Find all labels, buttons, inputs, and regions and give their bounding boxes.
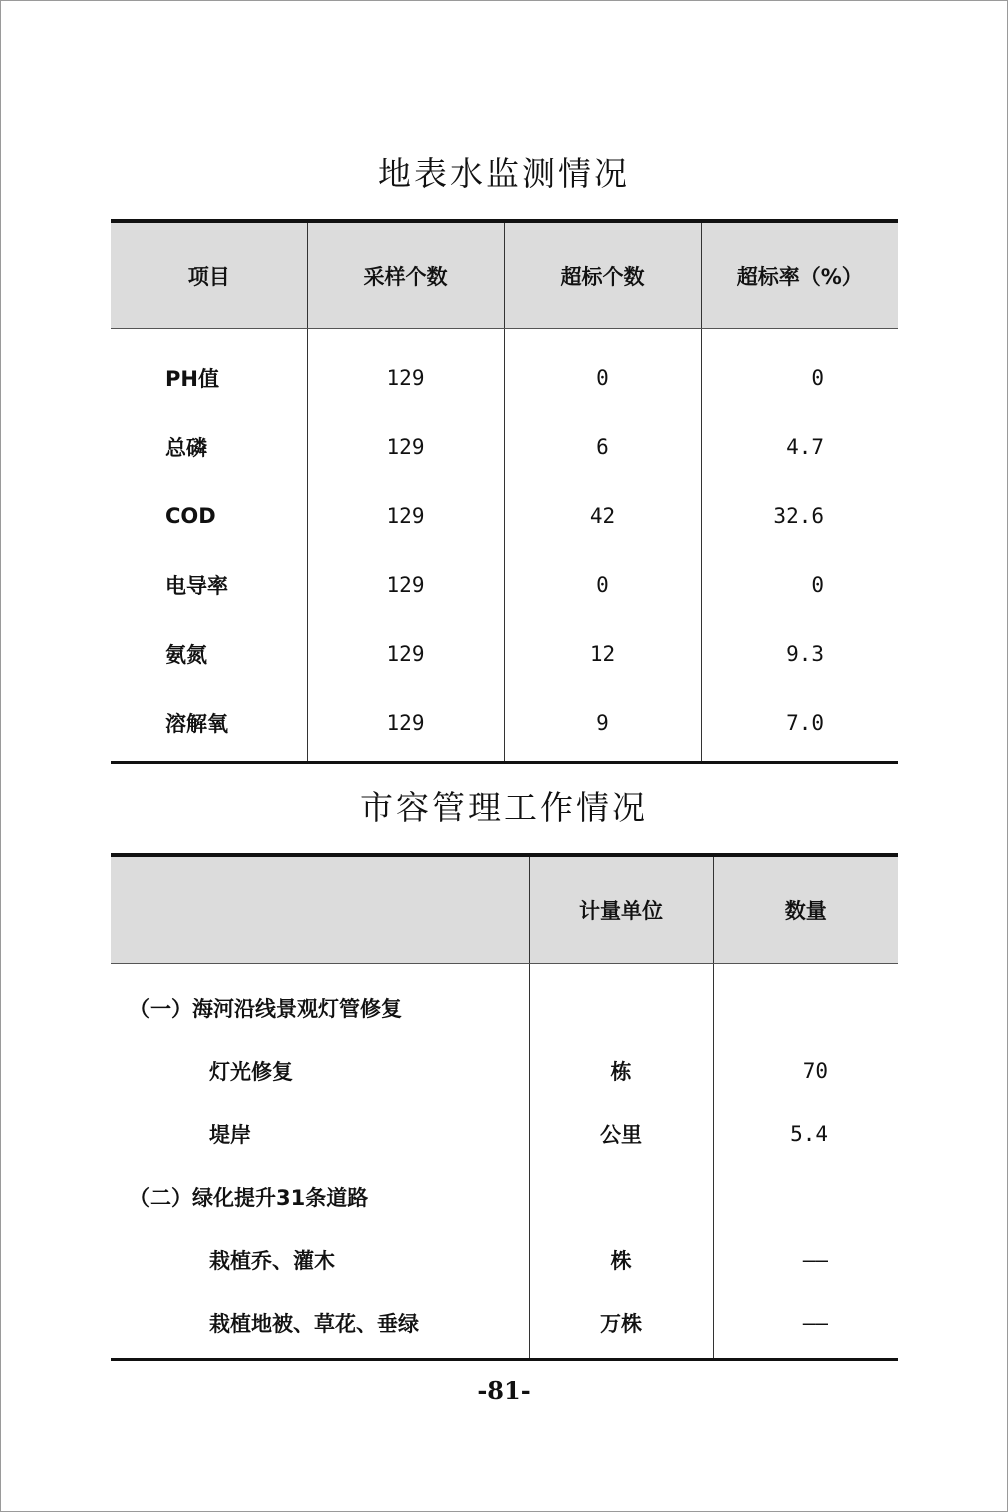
- table-row: [111, 619, 898, 688]
- cell-unit: 株: [529, 1228, 713, 1291]
- cell-quantity: ——: [713, 1228, 898, 1291]
- cell-samples: 129: [307, 619, 504, 688]
- cell-rate: 7.0: [701, 688, 898, 763]
- cell-exceed: 6: [504, 412, 701, 481]
- table-row: [111, 412, 898, 481]
- cell-quantity: [713, 1165, 898, 1228]
- cell-item: 溶解氧: [165, 711, 228, 736]
- cell-item: 灯光修复: [209, 1059, 293, 1084]
- cell-rate: 0: [701, 550, 898, 619]
- header-exceed: 超标个数: [504, 221, 701, 329]
- table-row: [111, 1165, 898, 1228]
- surface-water-table: [111, 219, 898, 764]
- header-item-blank: [111, 855, 529, 964]
- cell-item: （二）绿化提升31条道路: [129, 1185, 369, 1210]
- cell-quantity: ——: [713, 1291, 898, 1360]
- cell-item: 栽植地被、草花、垂绿: [209, 1311, 419, 1336]
- cell-samples: 129: [307, 481, 504, 550]
- cell-exceed: 0: [504, 329, 701, 413]
- header-rate: 超标率（%）: [701, 221, 898, 329]
- table-header-row: [111, 855, 898, 964]
- city-management-title: 市容管理工作情况: [360, 788, 648, 827]
- cell-rate: 0: [701, 329, 898, 413]
- cell-samples: 129: [307, 329, 504, 413]
- table-row: [111, 329, 898, 413]
- cell-unit: 万株: [529, 1291, 713, 1360]
- cell-rate: 4.7: [701, 412, 898, 481]
- table-row: [111, 964, 898, 1040]
- header-item: 项目: [111, 221, 307, 329]
- cell-rate: 32.6: [701, 481, 898, 550]
- cell-item: 氨氮: [165, 642, 207, 667]
- page-number: -81-: [477, 1376, 531, 1405]
- header-quantity: 数量: [713, 855, 898, 964]
- cell-samples: 129: [307, 412, 504, 481]
- cell-rate: 9.3: [701, 619, 898, 688]
- cell-item: 总磷: [165, 435, 207, 460]
- header-unit: 计量单位: [529, 855, 713, 964]
- cell-item: 栽植乔、灌木: [209, 1248, 335, 1273]
- table-row: [111, 550, 898, 619]
- table-row: [111, 1039, 898, 1102]
- cell-unit: 公里: [529, 1102, 713, 1165]
- cell-samples: 129: [307, 688, 504, 763]
- cell-exceed: 9: [504, 688, 701, 763]
- header-samples: 采样个数: [307, 221, 504, 329]
- cell-quantity: 70: [713, 1039, 898, 1102]
- cell-item: PH值: [165, 366, 219, 391]
- table-header-row: [111, 221, 898, 329]
- table-row: [111, 1102, 898, 1165]
- cell-quantity: 5.4: [713, 1102, 898, 1165]
- cell-unit: [529, 1165, 713, 1228]
- cell-exceed: 0: [504, 550, 701, 619]
- cell-quantity: [713, 964, 898, 1040]
- cell-unit: [529, 964, 713, 1040]
- cell-item: 电导率: [165, 573, 228, 598]
- cell-exceed: 42: [504, 481, 701, 550]
- city-management-table: [111, 853, 898, 1361]
- cell-item: （一）海河沿线景观灯管修复: [129, 996, 402, 1021]
- table-row: [111, 1228, 898, 1291]
- cell-item: COD: [165, 503, 216, 528]
- table-row: [111, 1291, 898, 1360]
- surface-water-title: 地表水监测情况: [378, 154, 630, 193]
- cell-unit: 栋: [529, 1039, 713, 1102]
- table-row: [111, 688, 898, 763]
- cell-item: 堤岸: [209, 1122, 251, 1147]
- cell-exceed: 12: [504, 619, 701, 688]
- cell-samples: 129: [307, 550, 504, 619]
- table-row: [111, 481, 898, 550]
